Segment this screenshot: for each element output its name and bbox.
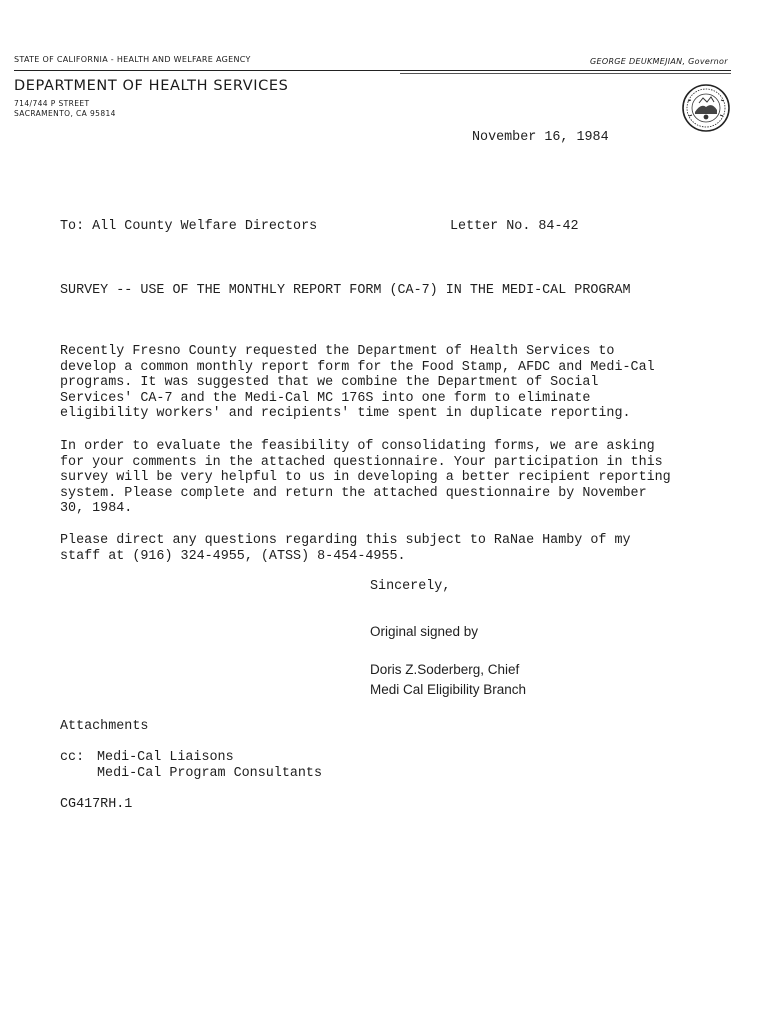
- paragraph-line: In order to evaluate the feasibility of consolidating forms, we are asking: [60, 439, 655, 454]
- header-rule: [14, 70, 731, 71]
- signer-title: Medi Cal Eligibility Branch: [370, 682, 527, 697]
- paragraph-line: eligibility workers' and recipients' time spent in duplicate reporting.: [60, 406, 631, 422]
- paragraph-line: Recently Fresno County requested the Department of Health Services to: [60, 344, 615, 359]
- recipient-line: To: All County Welfare Directors: [60, 219, 318, 234]
- body-paragraph-1: [60, 344, 660, 422]
- state-seal-icon: [681, 83, 731, 133]
- signer-name: Doris Z.Soderberg, Chief: [370, 662, 520, 677]
- agency-header: STATE OF CALIFORNIA - HEALTH AND WELFARE AGENCY: [14, 55, 251, 64]
- closing: Sincerely,: [370, 579, 451, 594]
- cc-item: Medi-Cal Liaisons: [97, 750, 234, 765]
- paragraph-line: staff at (916) 324-4955, (ATSS) 8-454-4955.: [60, 548, 406, 564]
- address-line-2: SACRAMENTO, CA 95814: [14, 109, 116, 118]
- body-paragraph-3: [60, 533, 660, 564]
- paragraph-line: Services' CA-7 and the Medi-Cal MC 176S into one form to eliminate: [60, 390, 591, 406]
- governor-name: GEORGE DEUKMEJIAN, Governor: [590, 57, 728, 66]
- paragraph-line: develop a common monthly report form for the Food Stamp, AFDC and Medi-Cal: [60, 359, 655, 375]
- reference-code: CG417RH.1: [60, 797, 133, 812]
- body-paragraph-2: [60, 439, 671, 517]
- letter-date: November 16, 1984: [472, 130, 609, 145]
- letter-number: Letter No. 84-42: [450, 219, 579, 234]
- department-name: DEPARTMENT OF HEALTH SERVICES: [14, 78, 289, 94]
- paragraph-line: for your comments in the attached questionnaire. Your participation in this: [60, 454, 663, 470]
- paragraph-line: system. Please complete and return the attached questionnaire by November: [60, 485, 647, 501]
- signed-note: Original signed by: [370, 624, 479, 639]
- paragraph-line: programs. It was suggested that we combine the Department of Social: [60, 375, 599, 391]
- header-rule-secondary: [400, 73, 731, 74]
- paragraph-line: survey will be very helpful to us in developing a better recipient reporting: [60, 470, 671, 486]
- paragraph-line: 30, 1984.: [60, 501, 133, 517]
- letter-subject: SURVEY -- USE OF THE MONTHLY REPORT FORM (CA-7) IN THE MEDI-CAL PROGRAM: [60, 283, 631, 298]
- cc-item: Medi-Cal Program Consultants: [97, 766, 322, 781]
- paragraph-line: Please direct any questions regarding this subject to RaNae Hamby of my: [60, 533, 631, 548]
- cc-label: cc:: [60, 750, 85, 765]
- attachments-label: Attachments: [60, 719, 149, 734]
- address-line-1: 714/744 P STREET: [14, 99, 90, 108]
